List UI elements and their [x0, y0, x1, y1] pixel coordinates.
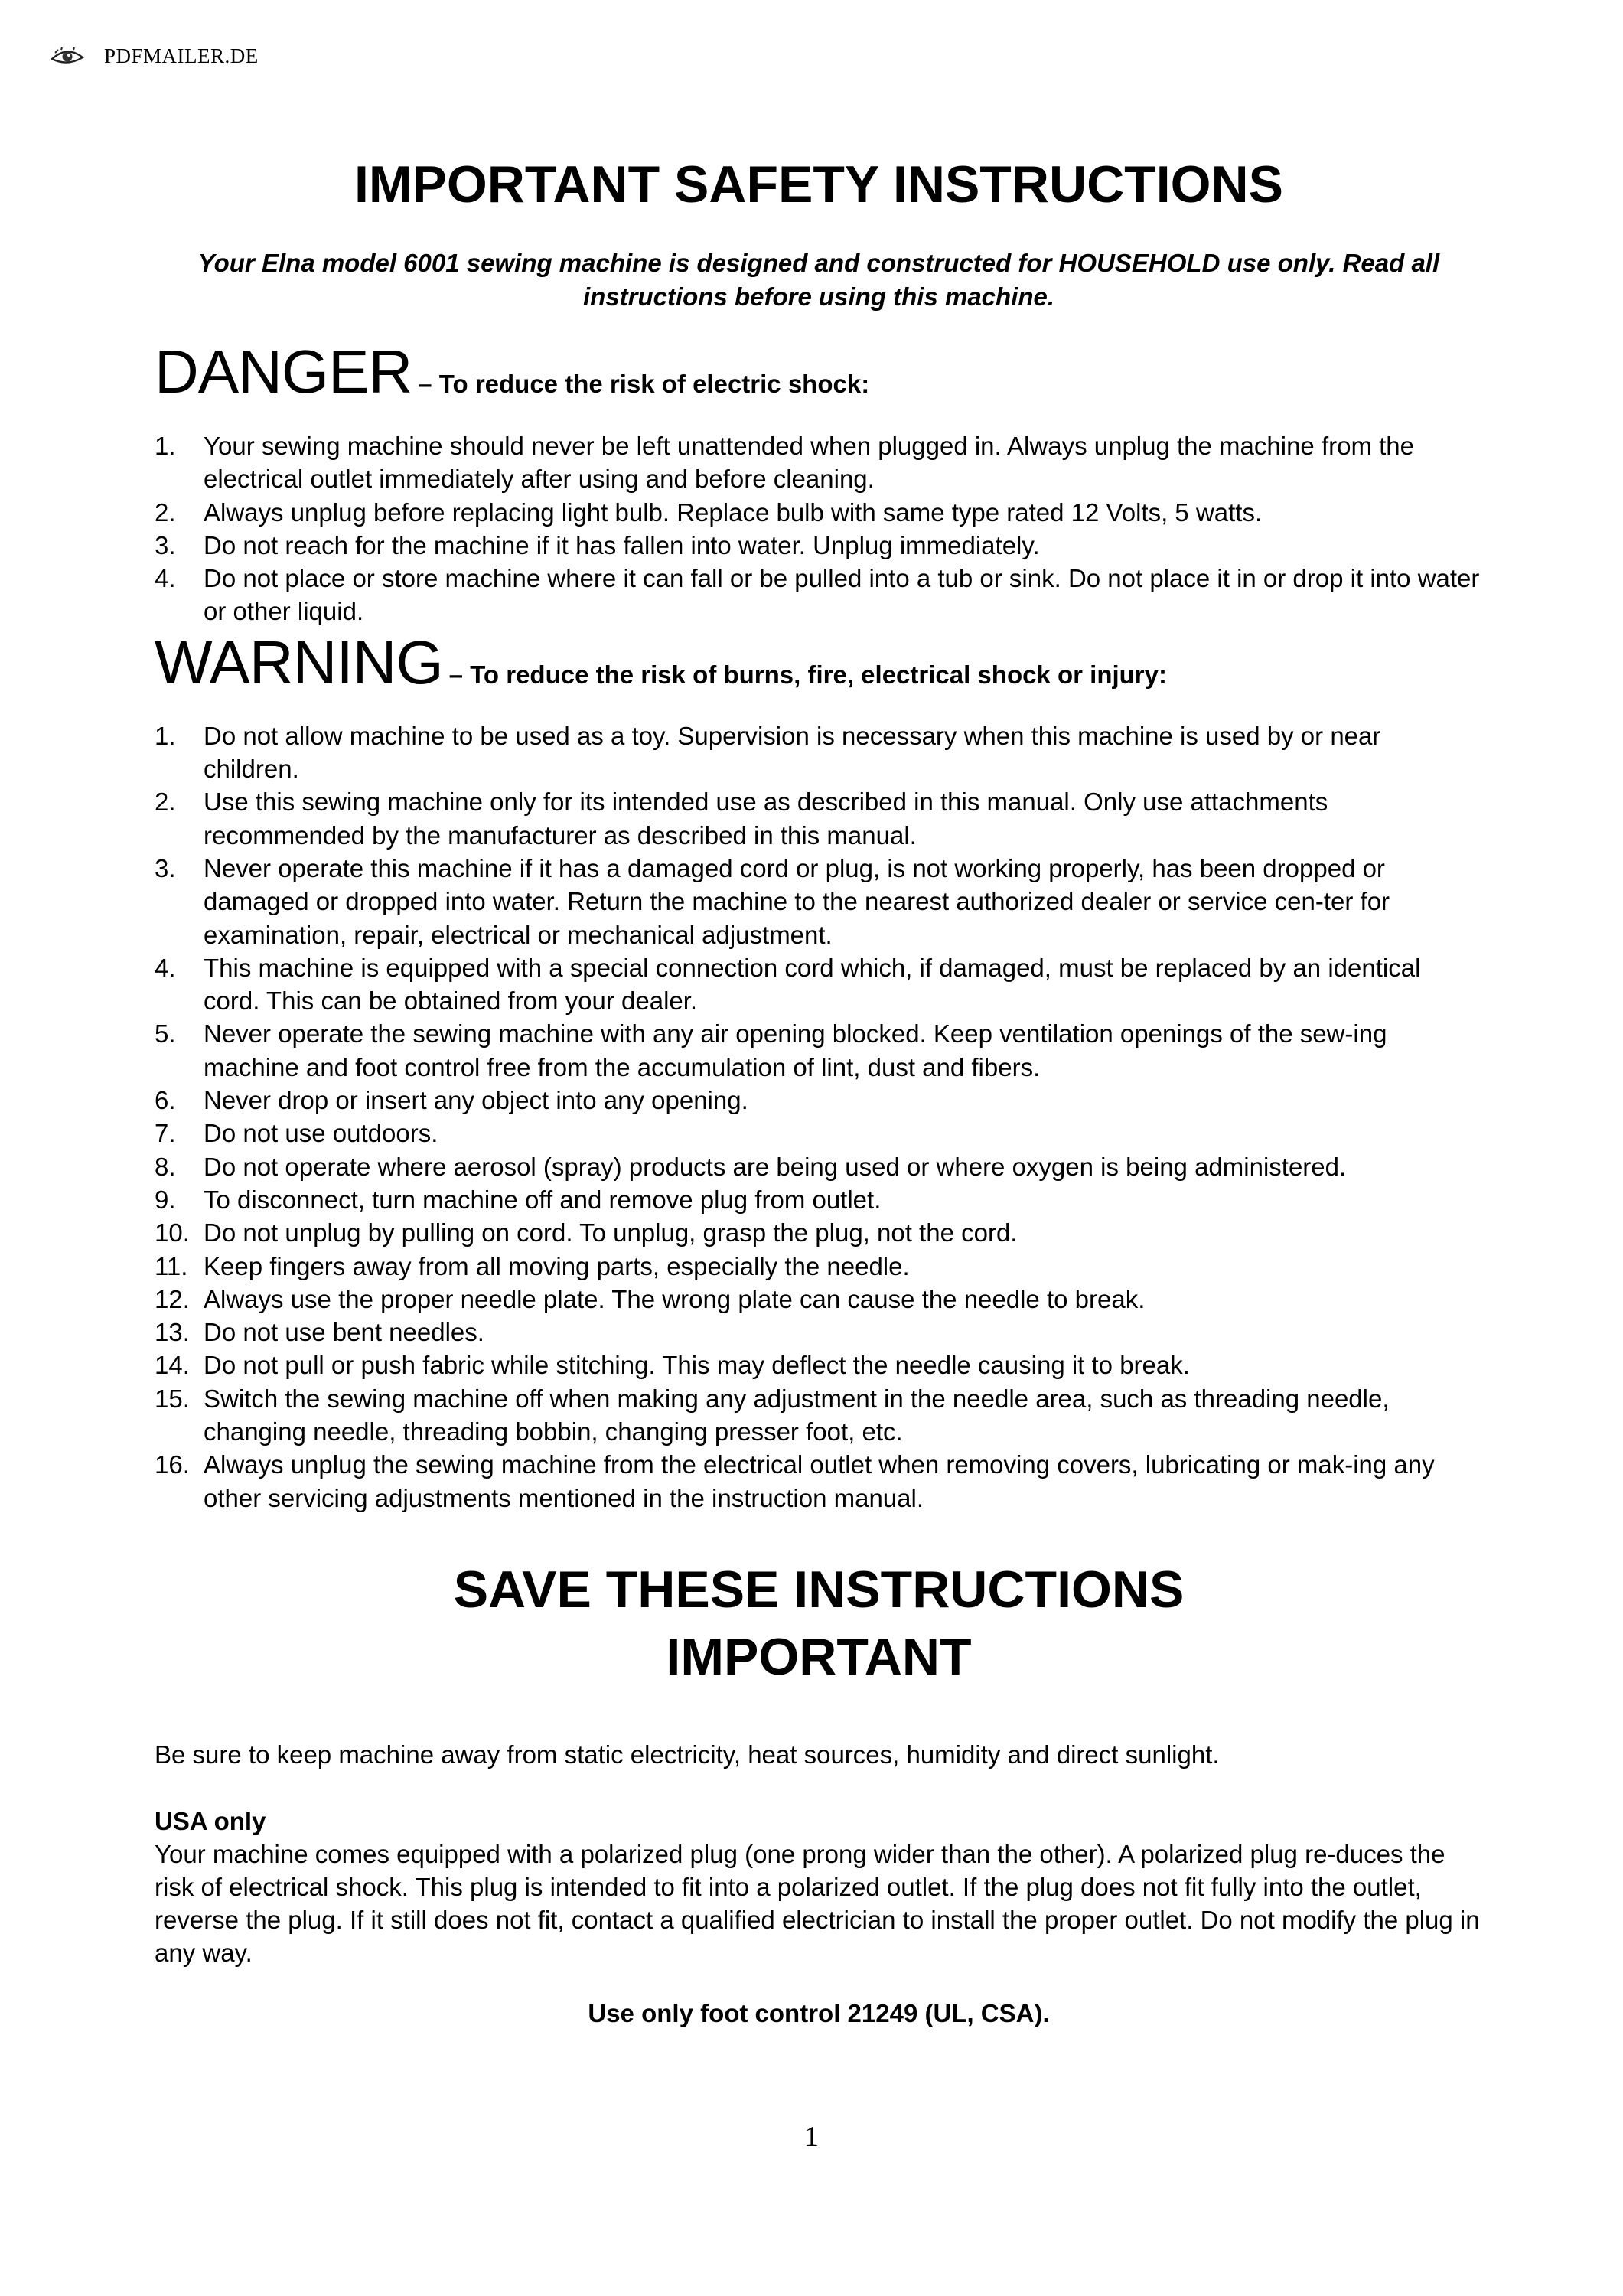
page-number: 1 — [804, 2121, 819, 2153]
list-item: 11. Keep fingers away from all moving parts, especially the needle. — [155, 1251, 910, 1280]
list-item: 3. Do not reach for the machine if it has fallen into water. Unplug immediately. — [155, 530, 1040, 559]
foot-control-note: Use only foot control 21249 (UL, CSA). — [588, 1998, 1050, 2027]
warning-heading — [155, 628, 1483, 715]
list-item: 13. Do not use bent needles. — [155, 1318, 484, 1347]
save-line-2: IMPORTANT — [666, 1627, 972, 1686]
danger-list — [155, 429, 1483, 628]
danger-heading — [155, 337, 1483, 425]
list-item: 15. Switch the sewing machine off when making any adjustment in the needle area, such as threading needle, changing needle, threading bobbin, changing presser foot, etc. — [155, 1384, 1390, 1446]
list-item: 9. To disconnect, turn machine off and remove plug from outlet. — [155, 1185, 882, 1214]
list-item: 1. Your sewing machine should never be left unattended when plugged in. Always unplug the machine from the electrical outlet immediately after using and before cleaning. — [155, 432, 1414, 494]
document-body — [155, 150, 1483, 2030]
list-item: 3. Never operate this machine if it has a damaged cord or plug, is not working properly, has been dropped or damaged or dropped into water. Return the machine to the nearest authorized dealer or service cen-ter for examination, repair, electrical or mechanical adjustment. — [155, 853, 1390, 949]
environment-note: Be sure to keep machine away from static electricity, heat sources, humidity and direct sunlight. — [155, 1740, 1220, 1769]
list-item: 2. Use this sewing machine only for its intended use as described in this manual. Only use attachments recommended by the manufacturer as described in this manual. — [155, 788, 1328, 850]
save-line-1: SAVE THESE INSTRUCTIONS — [453, 1560, 1185, 1619]
list-item: 4. Do not place or store machine where it can fall or be pulled into a tub or sink. Do not place it in or drop it into water or other liquid. — [155, 564, 1480, 626]
page-title: IMPORTANT SAFETY INSTRUCTIONS — [354, 155, 1283, 214]
list-item: 12. Always use the proper needle plate. The wrong plate can cause the needle to break. — [155, 1284, 1146, 1313]
usa-heading: USA only — [155, 1806, 266, 1835]
list-item: 2. Always unplug before replacing light bulb. Replace bulb with same type rated 12 Volts, 5 watts. — [155, 497, 1263, 527]
warning-word: WARNING — [155, 628, 443, 696]
list-item: 5. Never operate the sewing machine with any air opening blocked. Keep ventilation openings of the sew-ing machine and foot control free from the accumulation of lint, dust and fibers. — [155, 1019, 1387, 1081]
intro-text: Your Elna model 6001 sewing machine is designed and constructed for HOUSEHOLD use only. Read all instructions before using this machine. — [197, 249, 1440, 311]
list-item: 7. Do not use outdoors. — [155, 1119, 438, 1148]
site-name: PDFMAILER.DE — [104, 44, 259, 67]
list-item: 1. Do not allow machine to be used as a toy. Supervision is necessary when this machine is used by or near children. — [155, 721, 1381, 784]
list-item: 4. This machine is equipped with a special connection cord which, if damaged, must be replaced by an identical cord. This can be obtained from your dealer. — [155, 953, 1421, 1016]
list-item: 6. Never drop or insert any object into any opening. — [155, 1086, 748, 1115]
eye-icon — [51, 47, 84, 67]
usa-text: Your machine comes equipped with a polarized plug (one prong wider than the other). A polarized plug re-duces the risk of electrical shock. This plug is intended to fit into a polarized outlet. If the plug does not fit fully into the outlet, reverse the plug. If it still does not fit, contact a qualified electrician to install the proper outlet. Do not modify the plug in any way. — [155, 1839, 1480, 1967]
warning-list — [155, 719, 1483, 1515]
list-item: 10. Do not unplug by pulling on cord. To unplug, grasp the plug, not the cord. — [155, 1218, 1018, 1247]
list-item: 8. Do not operate where aerosol (spray) products are being used or where oxygen is being administered. — [155, 1152, 1347, 1181]
save-heading — [155, 1556, 1483, 1691]
warning-subtitle: – To reduce the risk of burns, fire, electrical shock or injury: — [448, 660, 1167, 689]
list-item: 16. Always unplug the sewing machine from the electrical outlet when removing covers, lubricating or mak-ing any other servicing adjustments mentioned in the instruction manual. — [155, 1450, 1435, 1512]
danger-subtitle: – To reduce the risk of electric shock: — [418, 370, 870, 398]
danger-word: DANGER — [155, 338, 412, 406]
list-item: 14. Do not pull or push fabric while stitching. This may deflect the needle causing it to break. — [155, 1351, 1190, 1380]
page-header — [51, 44, 259, 68]
